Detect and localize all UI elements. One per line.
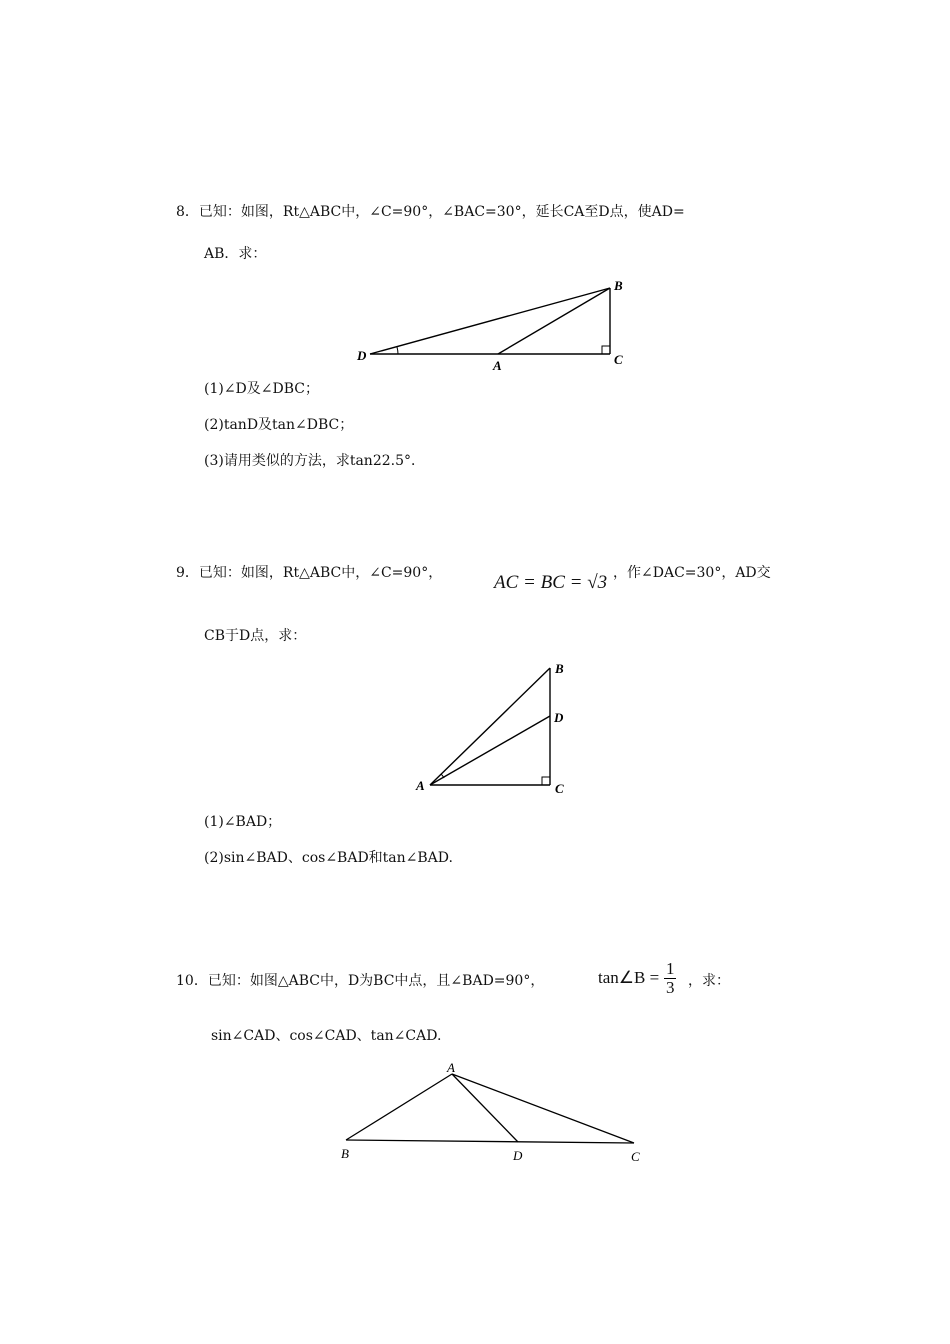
- fig9-label-a: A: [416, 778, 425, 793]
- fraction-numerator: 1: [665, 959, 675, 978]
- fig8-label-d: D: [357, 348, 367, 363]
- problem-9-q2: (2)sin∠BAD、cos∠BAD和tan∠BAD.: [204, 850, 453, 866]
- fig8-label-c: C: [614, 352, 623, 367]
- fraction-one-third: [664, 960, 677, 997]
- problem-8-q3: (3)请用类似的方法，求tan22.5°．: [204, 453, 425, 469]
- fig10-label-c: C: [631, 1149, 640, 1164]
- problem-9-q1: (1)∠BAD；: [204, 814, 282, 830]
- problem-8-figure: [352, 278, 642, 378]
- problem-10-figure: [334, 1058, 654, 1178]
- problem-10-statement: 10．已知：如图△ABC中，D为BC中点，且∠BAD=90°，: [176, 973, 545, 989]
- problem-10-formula: [598, 960, 676, 997]
- problem-10-statement-cont: sin∠CAD、cos∠CAD、tan∠CAD.: [211, 1028, 442, 1044]
- fig10-label-b: B: [341, 1146, 349, 1161]
- problem-9-formula: AC = BC = √3: [494, 572, 608, 593]
- problem-8-q1: (1)∠D及∠DBC；: [204, 381, 320, 397]
- problem-8-statement-cont: AB．求：: [204, 246, 267, 262]
- problem-9-statement: 9．已知：如图，Rt△ABC中，∠C=90°，: [176, 565, 443, 581]
- problem-9-statement-cont: CB于D点，求：: [204, 628, 307, 644]
- fig10-label-d: D: [513, 1148, 523, 1163]
- fig8-label-a: A: [493, 358, 502, 373]
- fig9-label-b: B: [555, 661, 564, 676]
- fig10-label-a: A: [447, 1060, 455, 1075]
- fraction-denominator: 3: [665, 978, 675, 997]
- fig8-label-b: B: [614, 278, 623, 293]
- tan-b-expression: tan∠B =: [598, 967, 660, 987]
- problem-8-statement: 8．已知：如图，Rt△ABC中，∠C=90°，∠BAC=30°，延长CA至D点，使AD=: [176, 204, 685, 220]
- problem-9-statement-end: ，作∠DAC=30°，AD交: [613, 565, 771, 581]
- problem-10-statement-end: ，求：: [688, 973, 730, 989]
- fig9-label-c: C: [555, 781, 564, 796]
- problem-8-q2: (2)tanD及tan∠DBC；: [204, 417, 354, 433]
- fig9-label-d: D: [554, 710, 564, 725]
- problem-9-figure: [412, 660, 582, 800]
